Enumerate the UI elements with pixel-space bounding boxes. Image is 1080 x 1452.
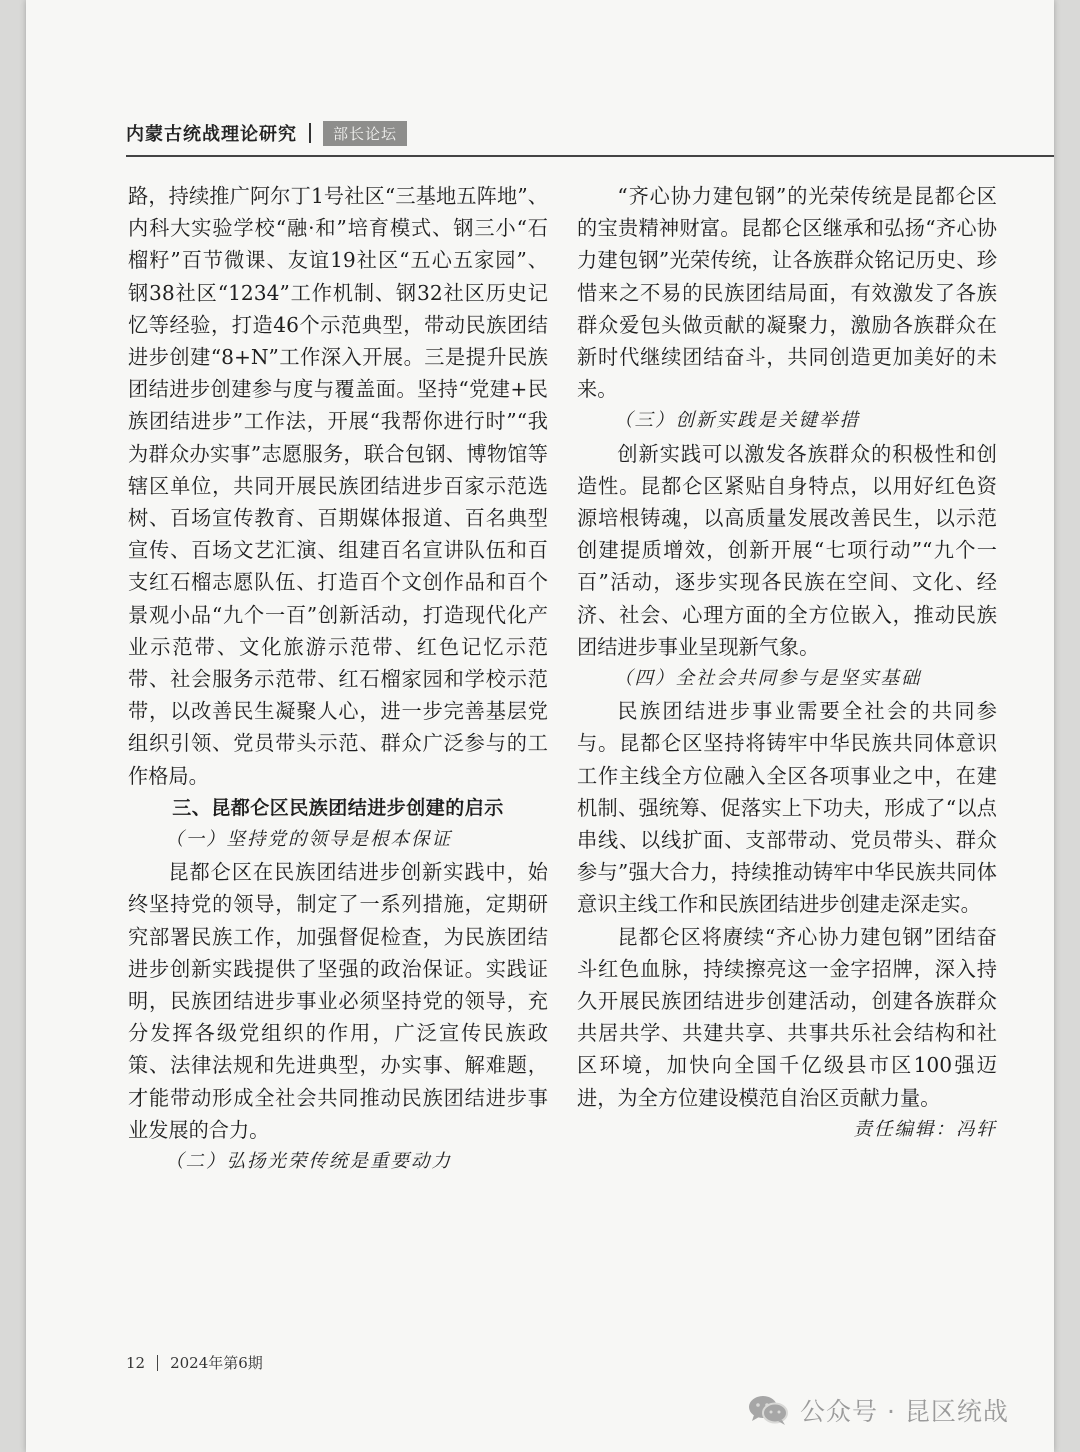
subsection-title: （二）弘扬光荣传统是重要动力 xyxy=(165,1151,453,1173)
page-footer xyxy=(126,1352,263,1373)
paragraph: 创新实践可以激发各族群众的积极性和创造性。昆都仑区紧贴自身特点，以用好红色资源培根铸魂，以高质量发展改善民生，以示范创建提质增效，创新开展“七项行动”“九个一百”活动，逐步实现各民族在空间、文化、经济、社会、心理方面的全方位嵌入，推动民族团结进步事业呈现新气象。 xyxy=(577,441,997,659)
journal-title: 内蒙古统战理论研究 xyxy=(126,124,297,145)
paragraph: 昆都仑区将赓续“齐心协力建包钢”团结奋斗红色血脉，持续擦亮这一金字招牌，深入持久开展民族团结进步创建活动，创建各族群众共居共学、共建共享、共事共乐社会结构和社区环境，加快向全国千亿级县市区100强迈进，为全方位建设模范自治区贡献力量。 xyxy=(577,924,997,1110)
header-separator xyxy=(309,123,311,143)
paragraph-continued: 路，持续推广阿尔丁1号社区“三基地五阵地”、内科大实验学校“融·和”培育模式、钢三小“石榴籽”百节微课、友谊19社区“五心五家园”、钢38社区“1234”工作机制、钢32社区历史记忆等经验，打造46个示范典型，带动民族团结进步创建“8+N”工作深入开展。三是提升民族团结进步创建参与度与覆盖面。坚持“党建+民族团结进步”工作法，开展“我帮你进行时”“我为群众办实事”志愿服务，联合包钢、博物馆等辖区单位，共同开展民族团结进步百家示范选树、百场宣传教育、百期媒体报道、百名典型宣传、百场文艺汇演、组建百名宣讲队伍和百支红石榴志愿队伍、打造百个文创作品和百个景观小品“九个一百”创新活动，打造现代化产业示范带、文化旅游示范带、红色记忆示范带、社会服务示范带、红石榴家园和学校示范带，以改善民生凝聚人心，进一步完善基层党组织引领、党员带头示范、群众广泛参与的工作格局。 xyxy=(128,184,548,788)
page-header xyxy=(126,116,407,150)
subsection-title: （四）全社会共同参与是坚实基础 xyxy=(614,668,922,690)
watermark xyxy=(748,1392,1009,1428)
watermark-text: 公众号 · 昆区统战 xyxy=(800,1397,1009,1426)
footer-separator xyxy=(157,1355,158,1371)
document-page xyxy=(26,0,1054,1452)
editor-credit: 责任编辑：冯轩 xyxy=(853,1118,997,1140)
section-title: 三、昆都仑区民族团结进步创建的启示 xyxy=(172,796,504,819)
paragraph: 昆都仑区在民族团结进步创新实践中，始终坚持党的领导，制定了一系列措施，定期研究部署民族工作，加强督促检查，为民族团结进步创新实践提供了坚强的政治保证。实践证明，民族团结进步事业必须坚持党的领导，充分发挥各级党组织的作用，广泛宣传民族政策、法律法规和先进典型，办实事、解难题，才能带动形成全社会共同推动民族团结进步事业发展的合力。 xyxy=(128,860,548,1142)
subsection-title: （一）坚持党的领导是根本保证 xyxy=(165,829,453,851)
page-number: 12 xyxy=(126,1353,146,1372)
paragraph: “齐心协力建包钢”的光荣传统是昆都仑区的宝贵精神财富。昆都仑区继承和弘扬“齐心协力建包钢”光荣传统，让各族群众铭记历史、珍惜来之不易的民族团结局面，有效激发了各族群众爱包头做贡献的凝聚力，激励各族群众在新时代继续团结奋斗，共同创造更加美好的未来。 xyxy=(577,184,997,402)
issue-label: 2024年第6期 xyxy=(170,1354,263,1372)
column-tag: 部长论坛 xyxy=(323,121,407,146)
header-rule xyxy=(126,155,1054,157)
wechat-icon xyxy=(748,1394,788,1426)
paragraph: 民族团结进步事业需要全社会的共同参与。昆都仑区坚持将铸牢中华民族共同体意识工作主线全方位融入全区各项事业之中，在建机制、强统筹、促落实上下功夫，形成了“以点串线、以线扩面、支部带动、党员带头、群众参与”强大合力，持续推动铸牢中华民族共同体意识主线工作和民族团结进步创建走深走实。 xyxy=(577,699,997,917)
left-column xyxy=(128,180,548,1178)
right-column xyxy=(577,180,997,1146)
subsection-title: （三）创新实践是关键举措 xyxy=(614,410,861,432)
